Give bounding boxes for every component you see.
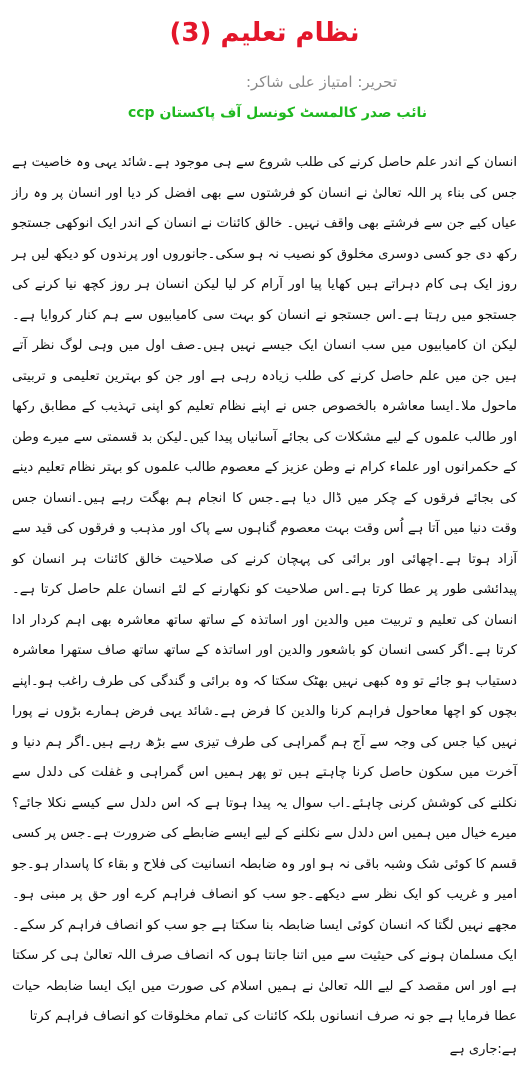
author-byline: تحریر: امتیاز علی شاکر: (245, 73, 397, 91)
article-paragraph: انسان کے اندر علم حاصل کرنے کی طلب شروع سے ہی موجود ہے۔شائد یہی وہ خاصیت ہے جس کی بناء پر اللہ تعالیٰ نے انسان کو فرشتوں سے بھی افضل کر دیا اور انسان پر وہ راز عیاں کیے جن سے فرشتے بھی واقف نہیں۔ خالق کائنات نے انسان کے اندر ایک انوکھی جستجو رکھ دی جو کسی دوسری مخلوق کو نصیب نہ ہو سکی۔جانوروں اور پرندوں کو دیکھ لیں ہر روز ایک ہی کام دہراتے ہیں کھایا پیا اور آرام کر لیا لیکن انسان ہر روز کچھ نیا کرنے کی جستجو میں رہتا ہے۔اس جستجو نے انسان کو بہت سی کامیابیوں سے ہم کنار کروایا ہے۔لیکن ان کامیابیوں میں سب انسان ایک جیسے نہیں ہیں۔صف اول میں وہی لوگ نظر آتے ہیں جن میں علم حاصل کرنے کی طلب زیادہ رہی ہے اور جن کو بہترین تعلیمی و تربیتی ماحول ملا۔ایسا معاشرہ بالخصوص جس نے اپنے نظام تعلیم کو اپنی تہذیب کے مطابق رکھا اور طالب علموں کے لیے مشکلات کی بجائے آسانیاں پیدا کیں۔لیکن بد قسمتی سے میرے وطن کے حکمرانوں اور علماء کرام نے وطن عزیز کے معصوم طالب علموں کو بہتر نظام تعلیم دینے کی بجائے فرقوں کے چکر میں ڈال دیا ہے۔جس کا انجام ہم بھگت رہے ہیں۔انسان جس وقت دنیا میں آتا ہے اُس وقت بہت معصوم گناہوں سے پاک اور مذہب و فرقوں کی قید سے آزاد ہوتا ہے۔اچھائی اور برائی کی پہچان کرنے کی صلاحیت خالق کائنات ہر انسان کو پیدائشی طور پر عطا کرتا ہے۔اس صلاحیت کو نکھارنے کے لئے انسان علم حاصل کرتا ہے۔انسان کی تعلیم و تربیت میں والدین اور اساتذہ کے ساتھ ساتھ معاشرہ بھی اہم کردار ادا کرتا ہے۔اگر کسی انسان کو باشعور والدین اور اساتذہ کے ساتھ ساتھ صاف ستھرا معاشرہ دستیاب ہو جائے تو وہ کبھی نہیں بھٹک سکتا کہ وہ برائی و گندگی کی طرف راغب ہو۔اپنے بچوں کو اچھا معاحول فراہم کرنا والدین کا فرض ہے۔شائد یہی فرض ہمارے بڑوں نے پورا نہیں کیا جس کی وجہ سے آج ہم گمراہی کی طرف تیزی سے بڑھ رہے ہیں۔اگر ہم دنیا و آخرت میں سکون حاصل کرنا چاہتے ہیں تو پھر ہمیں اس گمراہی و غفلت کی دلدل سے نکلنے کی کوشش کرنی چاہئے۔اب سوال یہ پیدا ہوتا ہے کہ اس دلدل سے کیسے نکلا جائے؟میرے خیال میں ہمیں اس دلدل سے نکلنے کے لیے ایسے ضابطے کی ضرورت ہے۔جس پر کسی قسم کا کوئی شک وشبہ باقی نہ ہو اور وہ ضابطہ انسانیت کی فلاح و بقاء کا پاسدار ہو۔جو امیر و غریب کو ایک نظر سے دیکھے۔جو سب کو انصاف فراہم کرے اور حق پر مبنی ہو۔مجھے نہیں لگتا کہ انسان کوئی ایسا ضابطہ بنا سکتا ہے جو سب کو انصاف فراہم کر سکے۔ایک مسلمان ہونے کی حیثیت سے میں اتنا جانتا ہوں کہ انصاف صرف اللہ تعالیٰ ہی کر سکتا ہے اور اس مقصد کے لیے اللہ تعالیٰ نے ہمیں اسلام کی صورت میں ایک ایسا ضابطہ حیات عطا فرمایا ہے جو نہ صرف انسانوں بلکہ کائنات کی تمام مخلوقات کو انصاف فراہم کرتا (12, 155, 517, 1024)
article-body (12, 148, 517, 1033)
continued-note: ہے:جاری ہے (449, 1041, 517, 1057)
author-role: نائب صدر کالمسٹ کونسل آف پاکستان ccp (127, 105, 427, 121)
article-title: نظام تعلیم (3) (169, 18, 360, 48)
